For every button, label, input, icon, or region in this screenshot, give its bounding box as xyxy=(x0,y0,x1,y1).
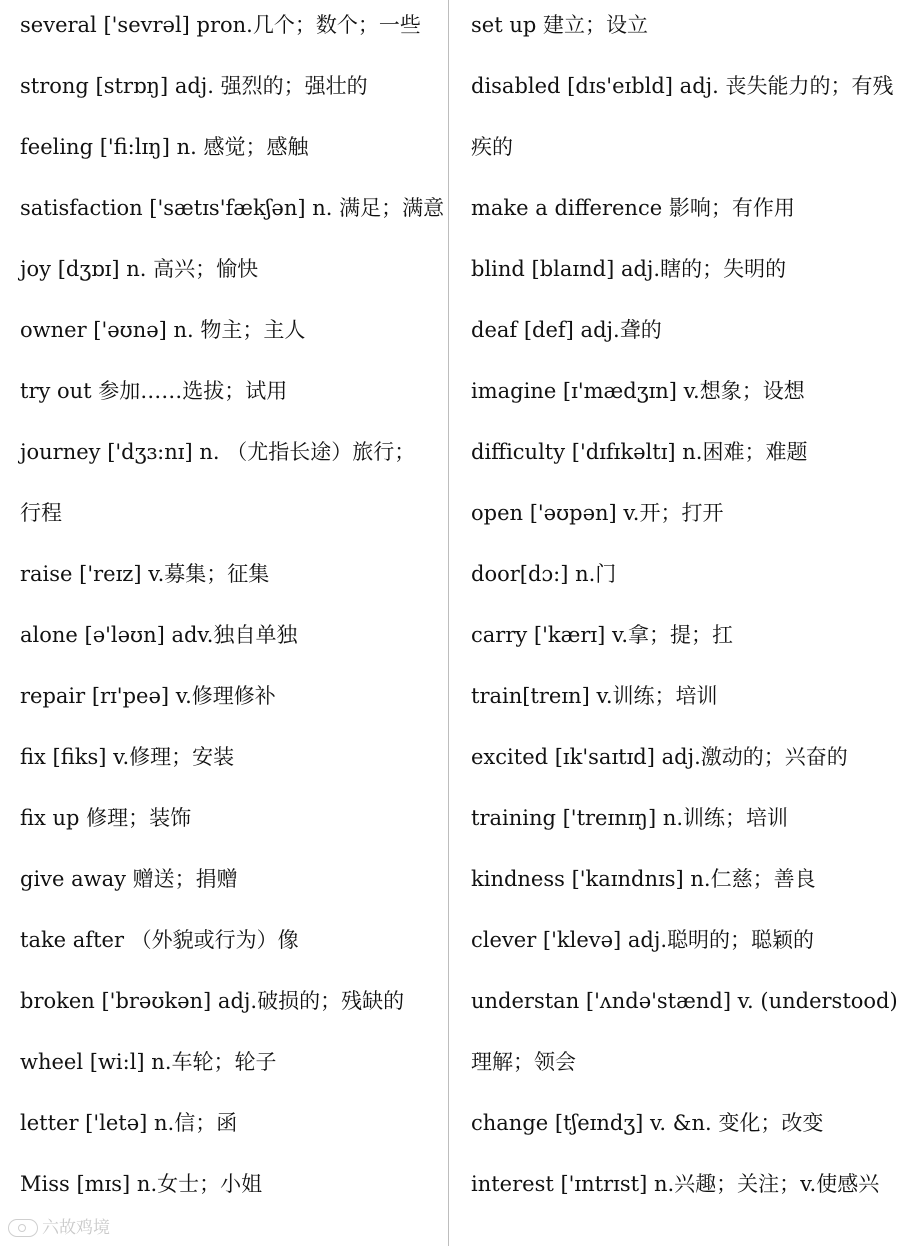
vocab-entry: wheel [wi:l] n.车轮；轮子 xyxy=(20,1050,277,1074)
vocab-entry: strong [strɒŋ] adj. 强烈的；强壮的 xyxy=(20,74,368,98)
vocab-entry: door[dɔ:] n.门 xyxy=(471,562,617,586)
vocab-entry: raise ['reɪz] v.募集；征集 xyxy=(20,562,270,586)
vocab-entry: interest ['ɪntrɪst] n.兴趣；关注；v.使感兴 xyxy=(471,1172,880,1196)
vocab-entry: train[treɪn] v.训练；培训 xyxy=(471,684,718,708)
vocab-entry: feeling ['fi:lɪŋ] n. 感觉；感触 xyxy=(20,135,309,159)
vocab-entry: take after （外貌或行为）像 xyxy=(20,928,299,952)
column-divider xyxy=(448,0,449,1246)
vocab-entry: letter ['letə] n.信；函 xyxy=(20,1111,238,1135)
vocab-entry: 行程 xyxy=(20,501,62,525)
vocab-entry: change [tʃeɪndʒ] v. &n. 变化；改变 xyxy=(471,1111,824,1135)
vocab-entry: journey ['dʒɜ:nɪ] n. （尤指长途）旅行； xyxy=(20,440,416,464)
vocab-entry: kindness ['kaɪndnɪs] n.仁慈；善良 xyxy=(471,867,816,891)
right-word-column xyxy=(471,0,898,1220)
watermark xyxy=(8,1213,110,1238)
vocab-entry: fix up 修理；装饰 xyxy=(20,806,192,830)
vocab-entry: alone [ə'ləʊn] adv.独自单独 xyxy=(20,623,298,647)
vocab-entry: give away 赠送；捐赠 xyxy=(20,867,238,891)
watermark-text: 六故鸡境 xyxy=(42,1218,110,1238)
vocab-entry: several ['sevrəl] pron.几个；数个；一些 xyxy=(20,13,421,37)
left-word-column xyxy=(20,0,445,1220)
vocab-entry: repair [rɪ'peə] v.修理修补 xyxy=(20,684,276,708)
vocab-entry: satisfaction ['sætɪs'fækʃən] n. 满足；满意 xyxy=(20,196,445,220)
vocab-entry: imagine [ɪ'mædʒɪn] v.想象；设想 xyxy=(471,379,805,403)
vocab-entry: blind [blaɪnd] adj.瞎的；失明的 xyxy=(471,257,787,281)
vocab-entry: 理解；领会 xyxy=(471,1050,576,1074)
vocab-entry: understan ['ʌndə'stænd] v. (understood) xyxy=(471,989,898,1013)
watermark-logo-icon xyxy=(8,1219,38,1237)
vocab-entry: carry ['kærɪ] v.拿；提；扛 xyxy=(471,623,733,647)
vocab-entry: joy [dʒɒɪ] n. 高兴；愉快 xyxy=(20,257,259,281)
vocab-entry: set up 建立；设立 xyxy=(471,13,648,37)
vocab-entry: make a difference 影响；有作用 xyxy=(471,196,795,220)
vocab-entry: open ['əʊpən] v.开；打开 xyxy=(471,501,724,525)
vocab-entry: try out 参加……选拔；试用 xyxy=(20,379,288,403)
vocab-entry: 疾的 xyxy=(471,135,513,159)
vocab-entry: Miss [mɪs] n.女士；小姐 xyxy=(20,1172,263,1196)
vocab-entry: clever ['klevə] adj.聪明的；聪颖的 xyxy=(471,928,815,952)
vocab-entry: difficulty ['dɪfɪkəltɪ] n.困难；难题 xyxy=(471,440,808,464)
vocab-entry: owner ['əʊnə] n. 物主；主人 xyxy=(20,318,306,342)
vocab-entry: excited [ɪk'saɪtɪd] adj.激动的；兴奋的 xyxy=(471,745,848,769)
vocab-entry: broken ['brəʊkən] adj.破损的；残缺的 xyxy=(20,989,405,1013)
vocab-entry: disabled [dɪs'eɪbld] adj. 丧失能力的；有残 xyxy=(471,74,894,98)
vocab-entry: fix [fiks] v.修理；安装 xyxy=(20,745,235,769)
vocab-entry: deaf [def] adj.聋的 xyxy=(471,318,662,342)
vocab-entry: training ['treɪnɪŋ] n.训练；培训 xyxy=(471,806,789,830)
